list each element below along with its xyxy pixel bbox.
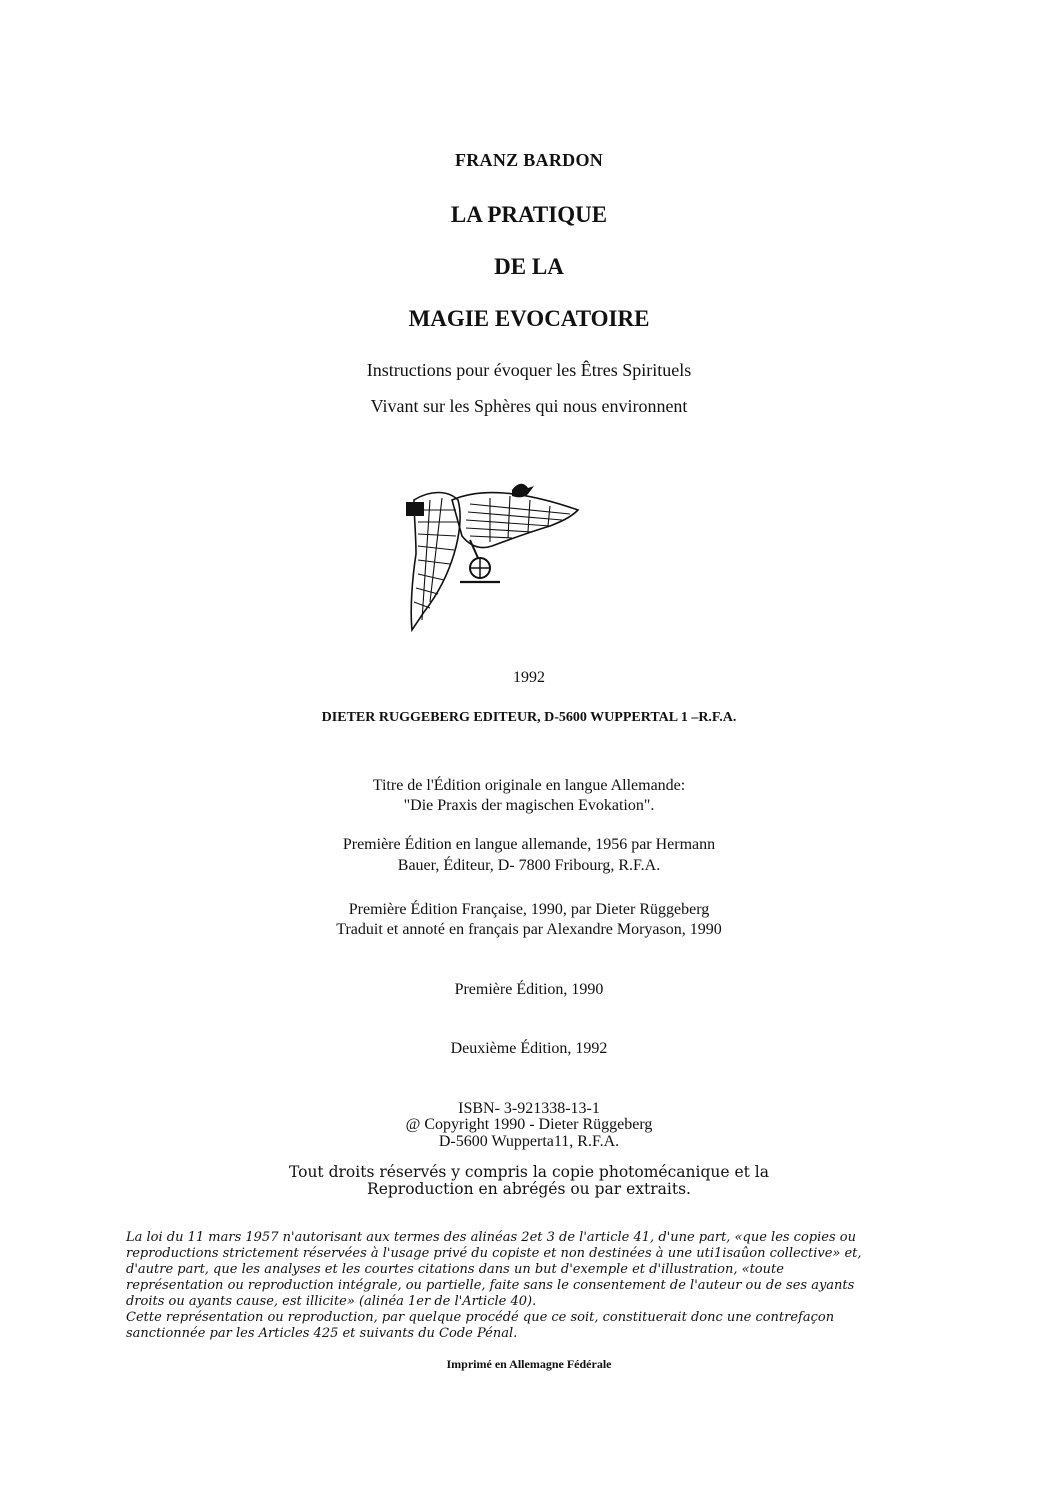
- legal-line-5: droits ou ayants cause, est illicite» (alinéa 1er de l'Article 40).: [126, 1294, 537, 1309]
- legal-line-2: reproductions strictement réservées à l'usage privé du copiste et non destinées à une uti1isaûon collective» et,: [126, 1246, 862, 1261]
- legal-line-3: d'autre part, que les analyses et les courtes citations dans un but d'exemple et d'illustration, «toute: [126, 1262, 784, 1277]
- publication-year: 1992: [513, 669, 545, 686]
- rights-line-2: Reproduction en abrégés ou par extraits.: [367, 1180, 691, 1198]
- title-line-2: DE LA: [494, 254, 564, 279]
- legal-line-7: sanctionnée par les Articles 425 et suivants du Code Pénal.: [126, 1326, 518, 1341]
- isbn-line: ISBN- 3-921338-13-1: [458, 1100, 600, 1117]
- legal-notice: [126, 1230, 926, 1342]
- title-line-3: MAGIE EVOCATOIRE: [408, 306, 650, 331]
- legal-line-1: La loi du 11 mars 1957 n'autorisant aux termes des alinéas 2et 3 de l'article 41, d'une part, «que les copies ou: [126, 1230, 856, 1245]
- printed-in-line: Imprimé en Allemagne Fédérale: [446, 1357, 612, 1371]
- original-title-line-2: "Die Praxis der magischen Evokation".: [403, 797, 655, 814]
- rights-line-1: Tout droits réservés y compris la copie photomécanique et la: [288, 1163, 769, 1181]
- second-edition-line: Deuxième Édition, 1992: [450, 1040, 608, 1057]
- author-name: FRANZ BARDON: [454, 150, 604, 170]
- french-edition-line-1: Première Édition Française, 1990, par Dieter Rüggeberg: [348, 901, 710, 918]
- french-edition-line-2: Traduit et annoté en français par Alexandre Moryason, 1990: [336, 921, 722, 938]
- subtitle-line-1: Instructions pour évoquer les Êtres Spirituels: [366, 360, 692, 380]
- first-edition-line: Première Édition, 1990: [454, 981, 604, 998]
- publisher-line: DIETER RUGGEBERG EDITEUR, D-5600 WUPPERTAL 1 –R.F.A.: [321, 710, 737, 725]
- subtitle-line-2: Vivant sur les Sphères qui nous environnent: [370, 396, 688, 416]
- german-edition-line-2: Bauer, Éditeur, D- 7800 Fribourg, R.F.A.: [397, 857, 661, 874]
- copyright-address: D-5600 Wupperta11, R.F.A.: [438, 1133, 620, 1150]
- original-title-line-1: Titre de l'Édition originale en langue Allemande:: [372, 777, 686, 794]
- german-edition-line-1: Première Édition en langue allemande, 1956 par Hermann: [342, 836, 716, 853]
- legal-line-6: Cette représentation ou reproduction, par quelque procédé que ce soit, constituerait donc une contrefaçon: [126, 1310, 835, 1325]
- legal-line-4: représentation ou reproduction intégrale, ou partielle, faite sans le consentement de l'auteur ou de ses ayants: [126, 1278, 855, 1293]
- rights-notice: [0, 1164, 1058, 1198]
- title-line-1: LA PRATIQUE: [450, 202, 608, 227]
- winged-eagle-emblem-icon: [400, 470, 580, 640]
- copyright-line: @ Copyright 1990 - Dieter Rüggeberg: [405, 1116, 653, 1133]
